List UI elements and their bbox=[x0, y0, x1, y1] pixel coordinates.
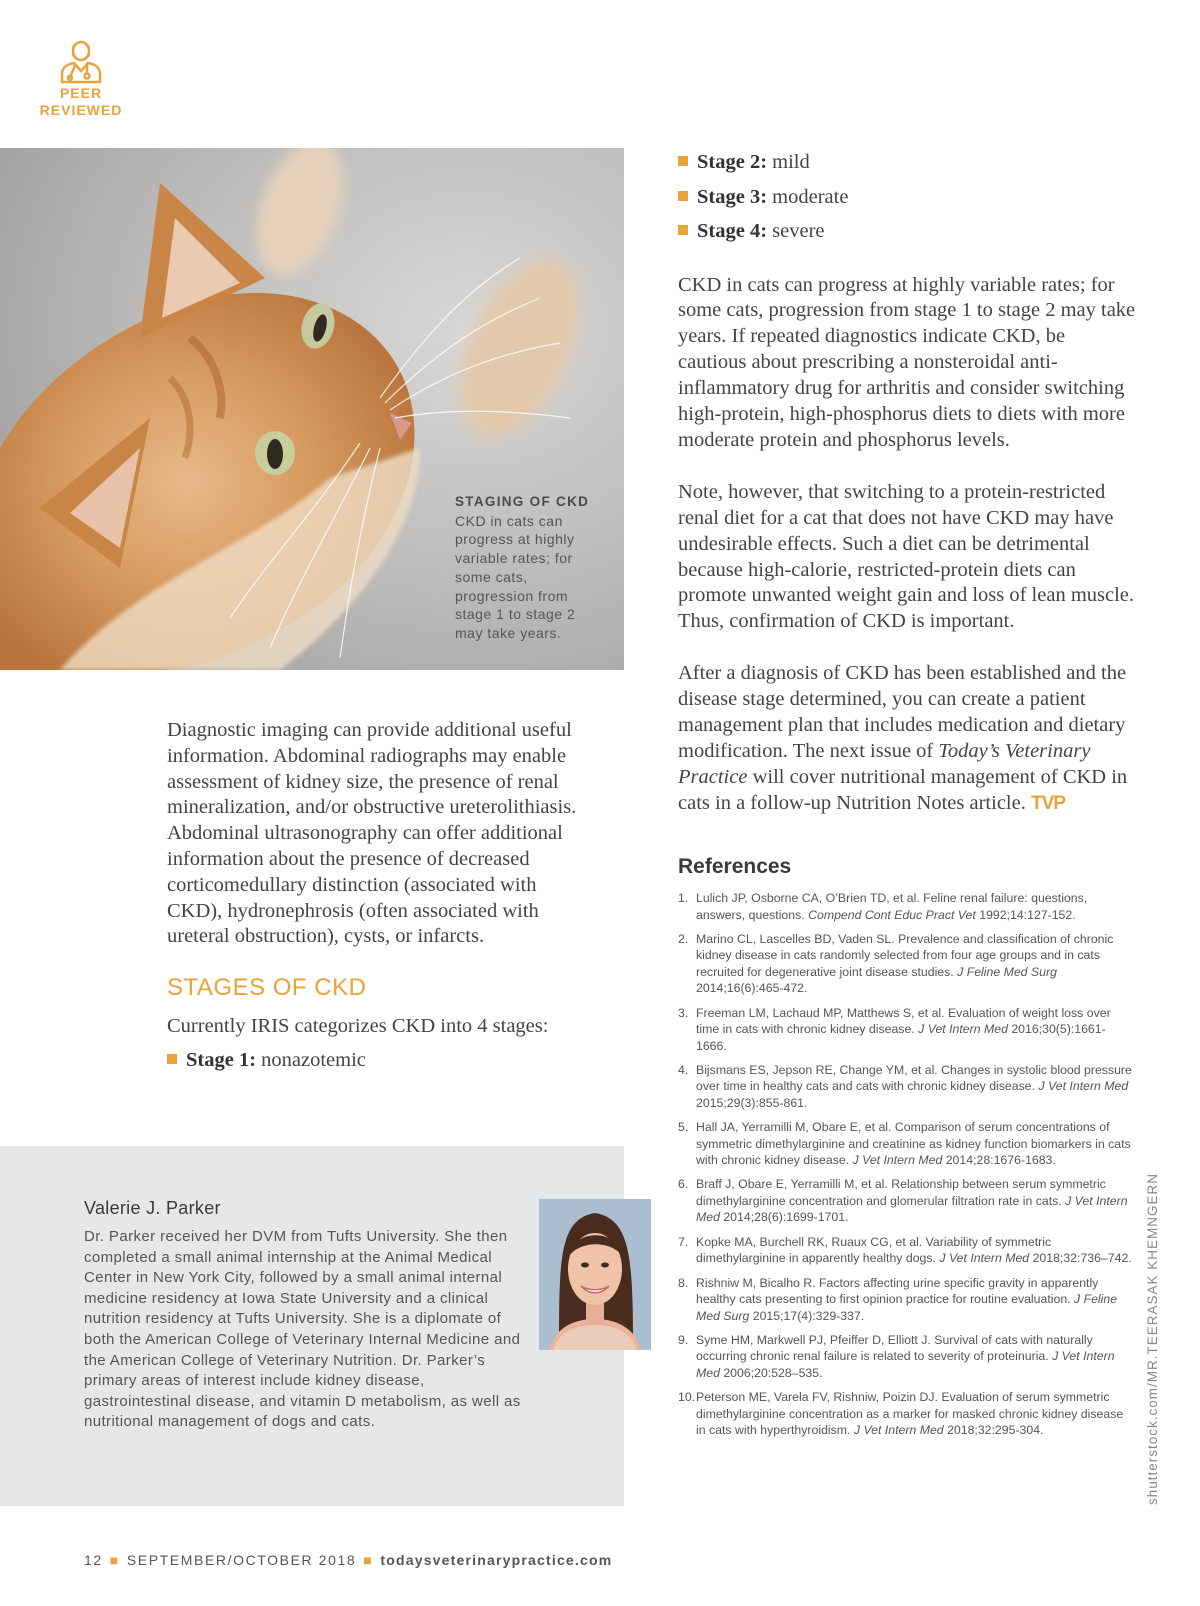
stage-label: Stage 4: bbox=[697, 220, 768, 242]
stages-intro: Currently IRIS categorizes CKD into 4 stages: bbox=[167, 1015, 549, 1037]
references-heading: References bbox=[678, 855, 792, 878]
author-headshot bbox=[539, 1199, 651, 1350]
photo-caption bbox=[455, 493, 605, 643]
stage-value: nonazotemic bbox=[261, 1049, 366, 1071]
author-name: Valerie J. Parker bbox=[84, 1198, 221, 1218]
stage-value: severe bbox=[772, 220, 825, 242]
tvp-end-mark: TVP bbox=[1030, 792, 1065, 814]
peer-reviewed-badge bbox=[36, 34, 126, 118]
peer-label-2: REVIEWED bbox=[39, 102, 123, 118]
stage-item-2 bbox=[678, 145, 1138, 180]
page-number: 12 bbox=[84, 1552, 103, 1568]
photo-credit: shutterstock.com/MR.TEERASAK KHEMNGERN bbox=[1145, 1172, 1160, 1505]
management-text-end: will cover nutritional management of CKD in cats in a follow-up Nutrition Notes article. bbox=[678, 765, 1128, 814]
reference-item: 4. Bijsmans ES, Jepson RE, Change YM, et al. Changes in systolic blood pressure over time in healthy cats and cats with chronic kidney disease. J Vet Intern Med 2015;29(3):855-861. bbox=[678, 1062, 1132, 1110]
reference-item: 1. Lulich JP, Osborne CA, O’Brien TD, et al. Feline renal failure: questions, answers, questions. Compend Cont Educ Pract Vet 1992;14:127-152. bbox=[678, 891, 1088, 922]
reference-item: 8. Rishniw M, Bicalho R. Factors affecting urine specific gravity in apparently healthy cats presenting to first opinion practice for routine evaluation. J Feline Med Surg 2015;17(4):329-337. bbox=[678, 1275, 1118, 1323]
doctor-icon bbox=[58, 34, 104, 84]
reference-item: 5. Hall JA, Yerramilli M, Obare E, et al. Comparison of serum concentrations of symmetric dimethylarginine and creatinine as kidney function biomarkers in cats with chronic kidney disease. J Vet Intern Med 2014;28:1676-1683. bbox=[678, 1120, 1131, 1168]
reference-item: 9. Syme HM, Markwell PJ, Pfeiffer D, Elliott J. Survival of cats with naturally occurring chronic renal failure is related to severity of proteinuria. J Vet Intern Med 2006;20:528–535. bbox=[678, 1332, 1115, 1380]
author-bio-text: Dr. Parker received her DVM from Tufts University. She then completed a small animal internship at the Animal Medical Center in New York City, followed by a small animal internal medicine residency at Iowa State University and a clinical nutrition residency at Tufts University. She is a diplomate of both the American College of Veterinary Internal Medicine and the American College of Veterinary Nutrition. Dr. Parker’s primary areas of interest include kidney disease, gastrointestinal disease, and vitamin D metabolism, as well as nutritional management of dogs and cats. bbox=[84, 1228, 521, 1431]
website-link[interactable]: todaysveterinarypractice.com bbox=[380, 1552, 613, 1568]
reference-item: 10. Peterson ME, Varela FV, Rishniw, Poizin DJ. Evaluation of serum symmetric dimethylarginine concentration as a marker for masked chronic kidney disease in cats with hyperthyroidism. J Vet Intern Med 2018;32:295-304. bbox=[678, 1390, 1124, 1438]
reference-item: 6. Braff J, Obare E, Yerramilli M, et al. Relationship between serum symmetric dimethylarginine concentration and glomerular filtration rate in cats. J Vet Intern Med 2014;28(6):1699-1701. bbox=[678, 1177, 1128, 1225]
page-footer bbox=[84, 1552, 612, 1568]
separator-dot-icon: ■ bbox=[363, 1552, 374, 1568]
stages-heading: STAGES OF CKD bbox=[167, 974, 367, 1001]
stage-value: moderate bbox=[772, 185, 849, 208]
bullet-square-icon bbox=[167, 1054, 177, 1064]
caption-text: CKD in cats can progress at highly variable rates; for some cats, progression from stage 1 to stage 2 may take years. bbox=[455, 512, 576, 641]
issue-date: SEPTEMBER/OCTOBER 2018 bbox=[126, 1552, 357, 1568]
reference-item: 7. Kopke MA, Burchell RK, Ruaux CG, et al. Variability of symmetric dimethylarginine in apparently healthy dogs. J Vet Intern Med 2018;32:736–742. bbox=[678, 1234, 1132, 1266]
bullet-square-icon bbox=[678, 191, 688, 201]
stage-value: mild bbox=[772, 151, 810, 173]
stage-item-3 bbox=[678, 180, 1138, 215]
body-paragraph-diet-note: Note, however, that switching to a protein-restricted renal diet for a cat that does not have CKD may have undesirable effects. Such a diet can be detrimental because high-calorie, restricted-protein diets can promote unwanted weight gain and loss of lean muscle. Thus, confirmation of CKD is important. bbox=[678, 480, 1135, 633]
bullet-square-icon bbox=[678, 225, 688, 235]
management-text-start: After a diagnosis of CKD has been established and the disease stage determined, you can create a patient management plan that includes medication and dietary modification. The next issue of bbox=[678, 662, 1127, 762]
caption-title: STAGING OF CKD bbox=[455, 494, 590, 509]
body-paragraph-management bbox=[678, 661, 1138, 816]
separator-dot-icon: ■ bbox=[109, 1552, 120, 1568]
right-column bbox=[678, 145, 1138, 817]
stage-label: Stage 1: bbox=[186, 1049, 257, 1071]
references-list bbox=[678, 890, 1136, 1446]
reference-item: 2. Marino CL, Lascelles BD, Vaden SL. Prevalence and classification of chronic kidney disease in cats randomly selected from four age groups and in cats recruited for degenerative joint disease studies. J Feline Med Surg 2014;16(6):465-472. bbox=[678, 931, 1114, 996]
journal-title: Today’s Veterinary Practice bbox=[678, 740, 1091, 788]
peer-label-1: PEER bbox=[59, 85, 103, 101]
reference-item: 3. Freeman LM, Lachaud MP, Matthews S, et al. Evaluation of weight loss over time in cats with chronic kidney disease. J Vet Intern Med 2016;30(5):1661-1666. bbox=[678, 1005, 1111, 1053]
body-paragraph-progression: CKD in cats can progress at highly variable rates; for some cats, progression from stage 1 to stage 2 may take years. If repeated diagnostics indicate CKD, be cautious about prescribing a nonsteroidal anti-inflammatory drug for arthritis and consider switching high-protein, high-phosphorus diets to diets with more moderate protein and phosphorus levels. bbox=[678, 273, 1136, 451]
stage-label: Stage 2: bbox=[697, 151, 768, 173]
bullet-square-icon bbox=[678, 156, 688, 166]
stage-item-4 bbox=[678, 214, 1138, 249]
stage-item-1 bbox=[167, 1049, 366, 1072]
body-paragraph-imaging: Diagnostic imaging can provide additional useful information. Abdominal radiographs may enable assessment of kidney size, the presence of renal mineralization, and/or obstructive ureterolithiasis. Abdominal ultrasonography can offer additional information about the presence of decreased corticomedullary distinction (associated with CKD), hydronephrosis (often associated with ureteral obstruction), cysts, or infarcts. bbox=[167, 719, 577, 948]
stage-label: Stage 3: bbox=[697, 185, 768, 208]
